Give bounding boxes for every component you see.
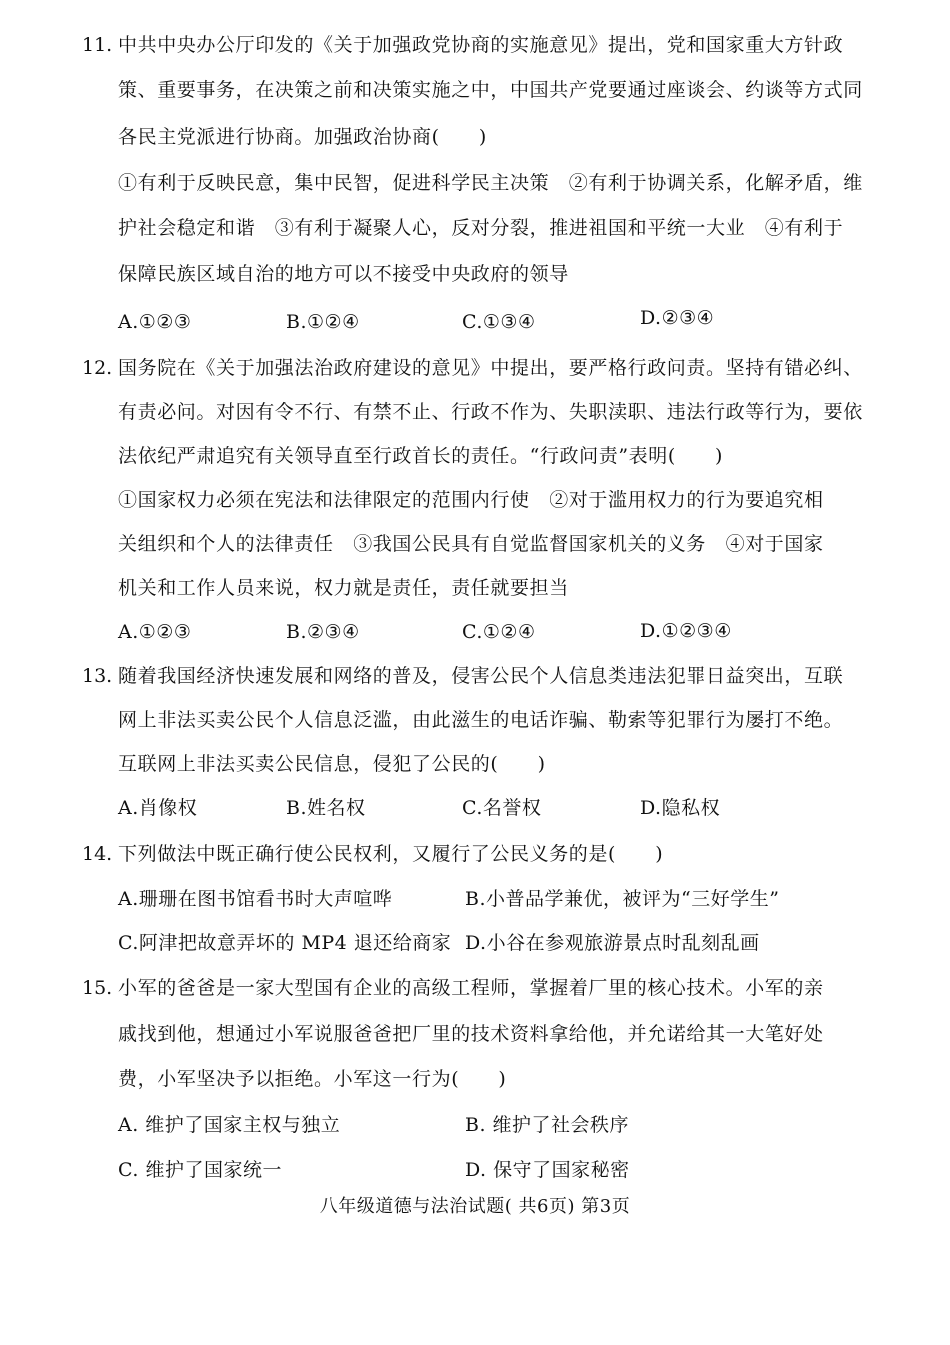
question-text-line: 下列做法中既正确行使公民权利，又履行了公民义务的是( ) [118, 843, 664, 865]
option-b: B.②③④ [286, 621, 360, 643]
question-text-line: 保障民族区域自治的地方可以不接受中央政府的领导 [118, 263, 569, 285]
option-a: A.肖像权 [118, 797, 198, 819]
question-number: 11. [82, 34, 113, 56]
question-text-line: 费，小军坚决予以拒绝。小军这一行为( ) [118, 1068, 507, 1090]
option-c: C.①③④ [462, 311, 536, 333]
option-c: C. 维护了国家统一 [118, 1159, 282, 1181]
question-text-line: 关组织和个人的法律责任 ③我国公民具有自觉监督国家机关的义务 ④对于国家 [118, 533, 824, 555]
option-a: A.珊珊在图书馆看书时大声喧哗 [118, 888, 393, 910]
option-c: C.阿津把故意弄坏的 MP4 退还给商家 [118, 932, 452, 954]
question-number: 12. [82, 357, 113, 379]
question-text-line: 互联网上非法买卖公民信息，侵犯了公民的( ) [118, 753, 546, 775]
option-a: A. 维护了国家主权与独立 [118, 1114, 341, 1136]
option-b: B.小普品学兼优，被评为“三好学生” [465, 888, 780, 910]
option-d: D.隐私权 [640, 797, 721, 819]
question-number: 13. [82, 665, 113, 687]
question-text-line: 有责必问。对因有令不行、有禁不止、行政不作为、失职渎职、违法行政等行为，要依 [118, 401, 863, 423]
option-d: D. 保守了国家秘密 [465, 1159, 630, 1181]
question-text-line: 小军的爸爸是一家大型国有企业的高级工程师，掌握着厂里的核心技术。小军的亲 [118, 977, 824, 999]
option-b: B.姓名权 [286, 797, 366, 819]
option-a: A.①②③ [118, 311, 192, 333]
question-number: 14. [82, 843, 113, 865]
option-b: B.①②④ [286, 311, 360, 333]
option-d: D.②③④ [640, 307, 715, 329]
question-text-line: 戚找到他，想通过小军说服爸爸把厂里的技术资料拿给他，并允诺给其一大笔好处 [118, 1023, 824, 1045]
question-text-line: 随着我国经济快速发展和网络的普及，侵害公民个人信息类违法犯罪日益突出，互联 [118, 665, 844, 687]
question-text-line: 法依纪严肃追究有关领导直至行政首长的责任。“行政问责”表明( ) [118, 445, 724, 467]
option-c: C.①②④ [462, 621, 536, 643]
question-text-line: 机关和工作人员来说，权力就是责任，责任就要担当 [118, 577, 569, 599]
question-text-line: 护社会稳定和谐 ③有利于凝聚人心，反对分裂，推进祖国和平统一大业 ④有利于 [118, 217, 844, 239]
option-d: D.①②③④ [640, 620, 732, 642]
question-text-line: ①有利于反映民意，集中民智，促进科学民主决策 ②有利于协调关系，化解矛盾，维 [118, 172, 863, 194]
option-b: B. 维护了社会秩序 [465, 1114, 630, 1136]
question-text-line: 网上非法买卖公民个人信息泛滥，由此滋生的电话诈骗、勒索等犯罪行为屡打不绝。 [118, 709, 844, 731]
option-d: D.小谷在参观旅游景点时乱刻乱画 [465, 932, 760, 954]
question-text-line: 国务院在《关于加强法治政府建设的意见》中提出，要严格行政问责。坚持有错必纠、 [118, 357, 863, 379]
question-text-line: 策、重要事务，在决策之前和决策实施之中，中国共产党要通过座谈会、约谈等方式同 [118, 79, 863, 101]
question-text-line: ①国家权力必须在宪法和法律限定的范围内行使 ②对于滥用权力的行为要追究相 [118, 489, 824, 511]
page-footer: 八年级道德与法治试题( 共6页) 第3页 [319, 1196, 631, 1217]
question-text-line: 中共中央办公厅印发的《关于加强政党协商的实施意见》提出，党和国家重大方针政 [118, 34, 844, 56]
question-text-line: 各民主党派进行协商。加强政治协商( ) [118, 126, 487, 148]
question-number: 15. [82, 977, 113, 999]
option-a: A.①②③ [118, 621, 192, 643]
option-c: C.名誉权 [462, 797, 542, 819]
